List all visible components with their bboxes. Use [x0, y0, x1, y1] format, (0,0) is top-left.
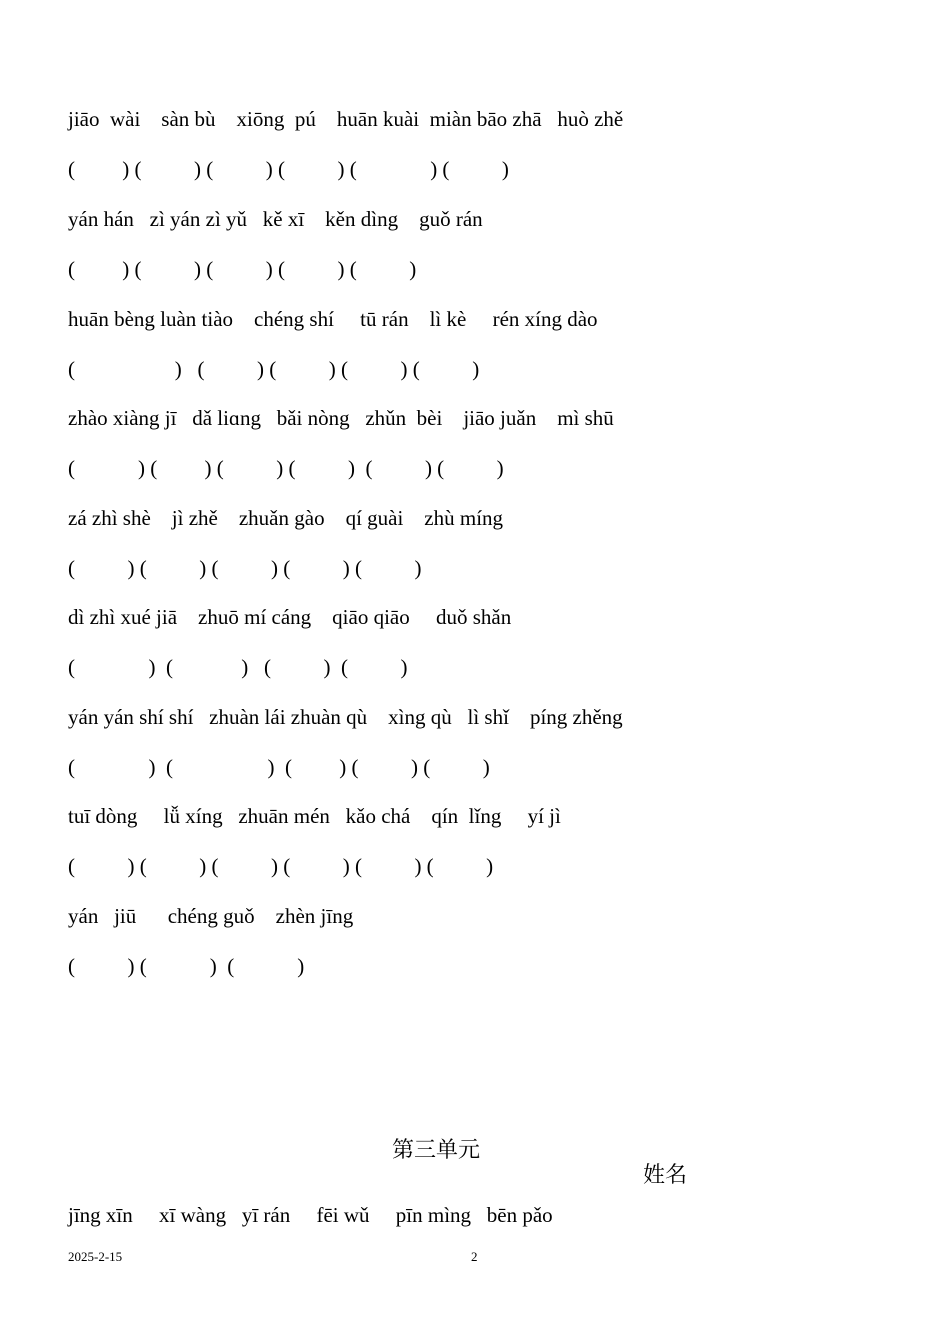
footer-page-number: 2: [471, 1249, 478, 1264]
pinyin-row-5: zá zhì shè jì zhě zhuǎn gào qí guài zhù míng: [68, 506, 504, 530]
pinyin-row-2: yán hán zì yán zì yǔ kě xī kěn dìng guǒ rán: [68, 207, 483, 231]
answer-row-6: ( ) ( ) ( ) ( ): [68, 655, 408, 679]
pinyin-row-6: dì zhì xué jiā zhuō mí cáng qiāo qiāo duǒ shǎn: [68, 605, 512, 629]
answer-row-4: ( ) ( ) ( ) ( ) ( ) ( ): [68, 456, 504, 480]
answer-row-3: ( ) ( ) ( ) ( ) ( ): [68, 357, 480, 381]
answer-row-5: ( ) ( ) ( ) ( ) ( ): [68, 556, 422, 580]
pinyin-row-9: yán jiū chéng guǒ zhèn jīng: [68, 904, 354, 928]
pinyin-row-1: jiāo wài sàn bù xiōng pú huān kuài miàn bāo zhā huò zhě: [68, 107, 624, 131]
pinyin-row-7: yán yán shí shí zhuàn lái zhuàn qù xìng qù lì shǐ píng zhěng: [68, 705, 623, 729]
name-label: 姓名: [643, 1163, 688, 1188]
pinyin-row-8: tuī dòng lǚ xíng zhuān mén kǎo chá qín lǐng yí jì: [68, 804, 561, 828]
answer-row-2: ( ) ( ) ( ) ( ) ( ): [68, 257, 417, 281]
answer-row-8: ( ) ( ) ( ) ( ) ( ) ( ): [68, 854, 494, 878]
answer-row-7: ( ) ( ) ( ) ( ) ( ): [68, 755, 490, 779]
unit-title: 第三单元: [392, 1138, 481, 1163]
pinyin-row-3: huān bèng luàn tiào chéng shí tū rán lì kè rén xíng dào: [68, 307, 598, 331]
pinyin-row-10: jīng xīn xī wàng yī rán fēi wǔ pīn mìng bēn pǎo: [68, 1203, 553, 1227]
footer-date: 2025-2-15: [68, 1249, 123, 1264]
answer-row-1: ( ) ( ) ( ) ( ) ( ) ( ): [68, 157, 509, 181]
pinyin-row-4: zhào xiàng jī dǎ liɑng bǎi nòng zhǔn bèi jiāo juǎn mì shū: [68, 406, 614, 430]
answer-row-9: ( ) ( ) ( ): [68, 954, 305, 978]
